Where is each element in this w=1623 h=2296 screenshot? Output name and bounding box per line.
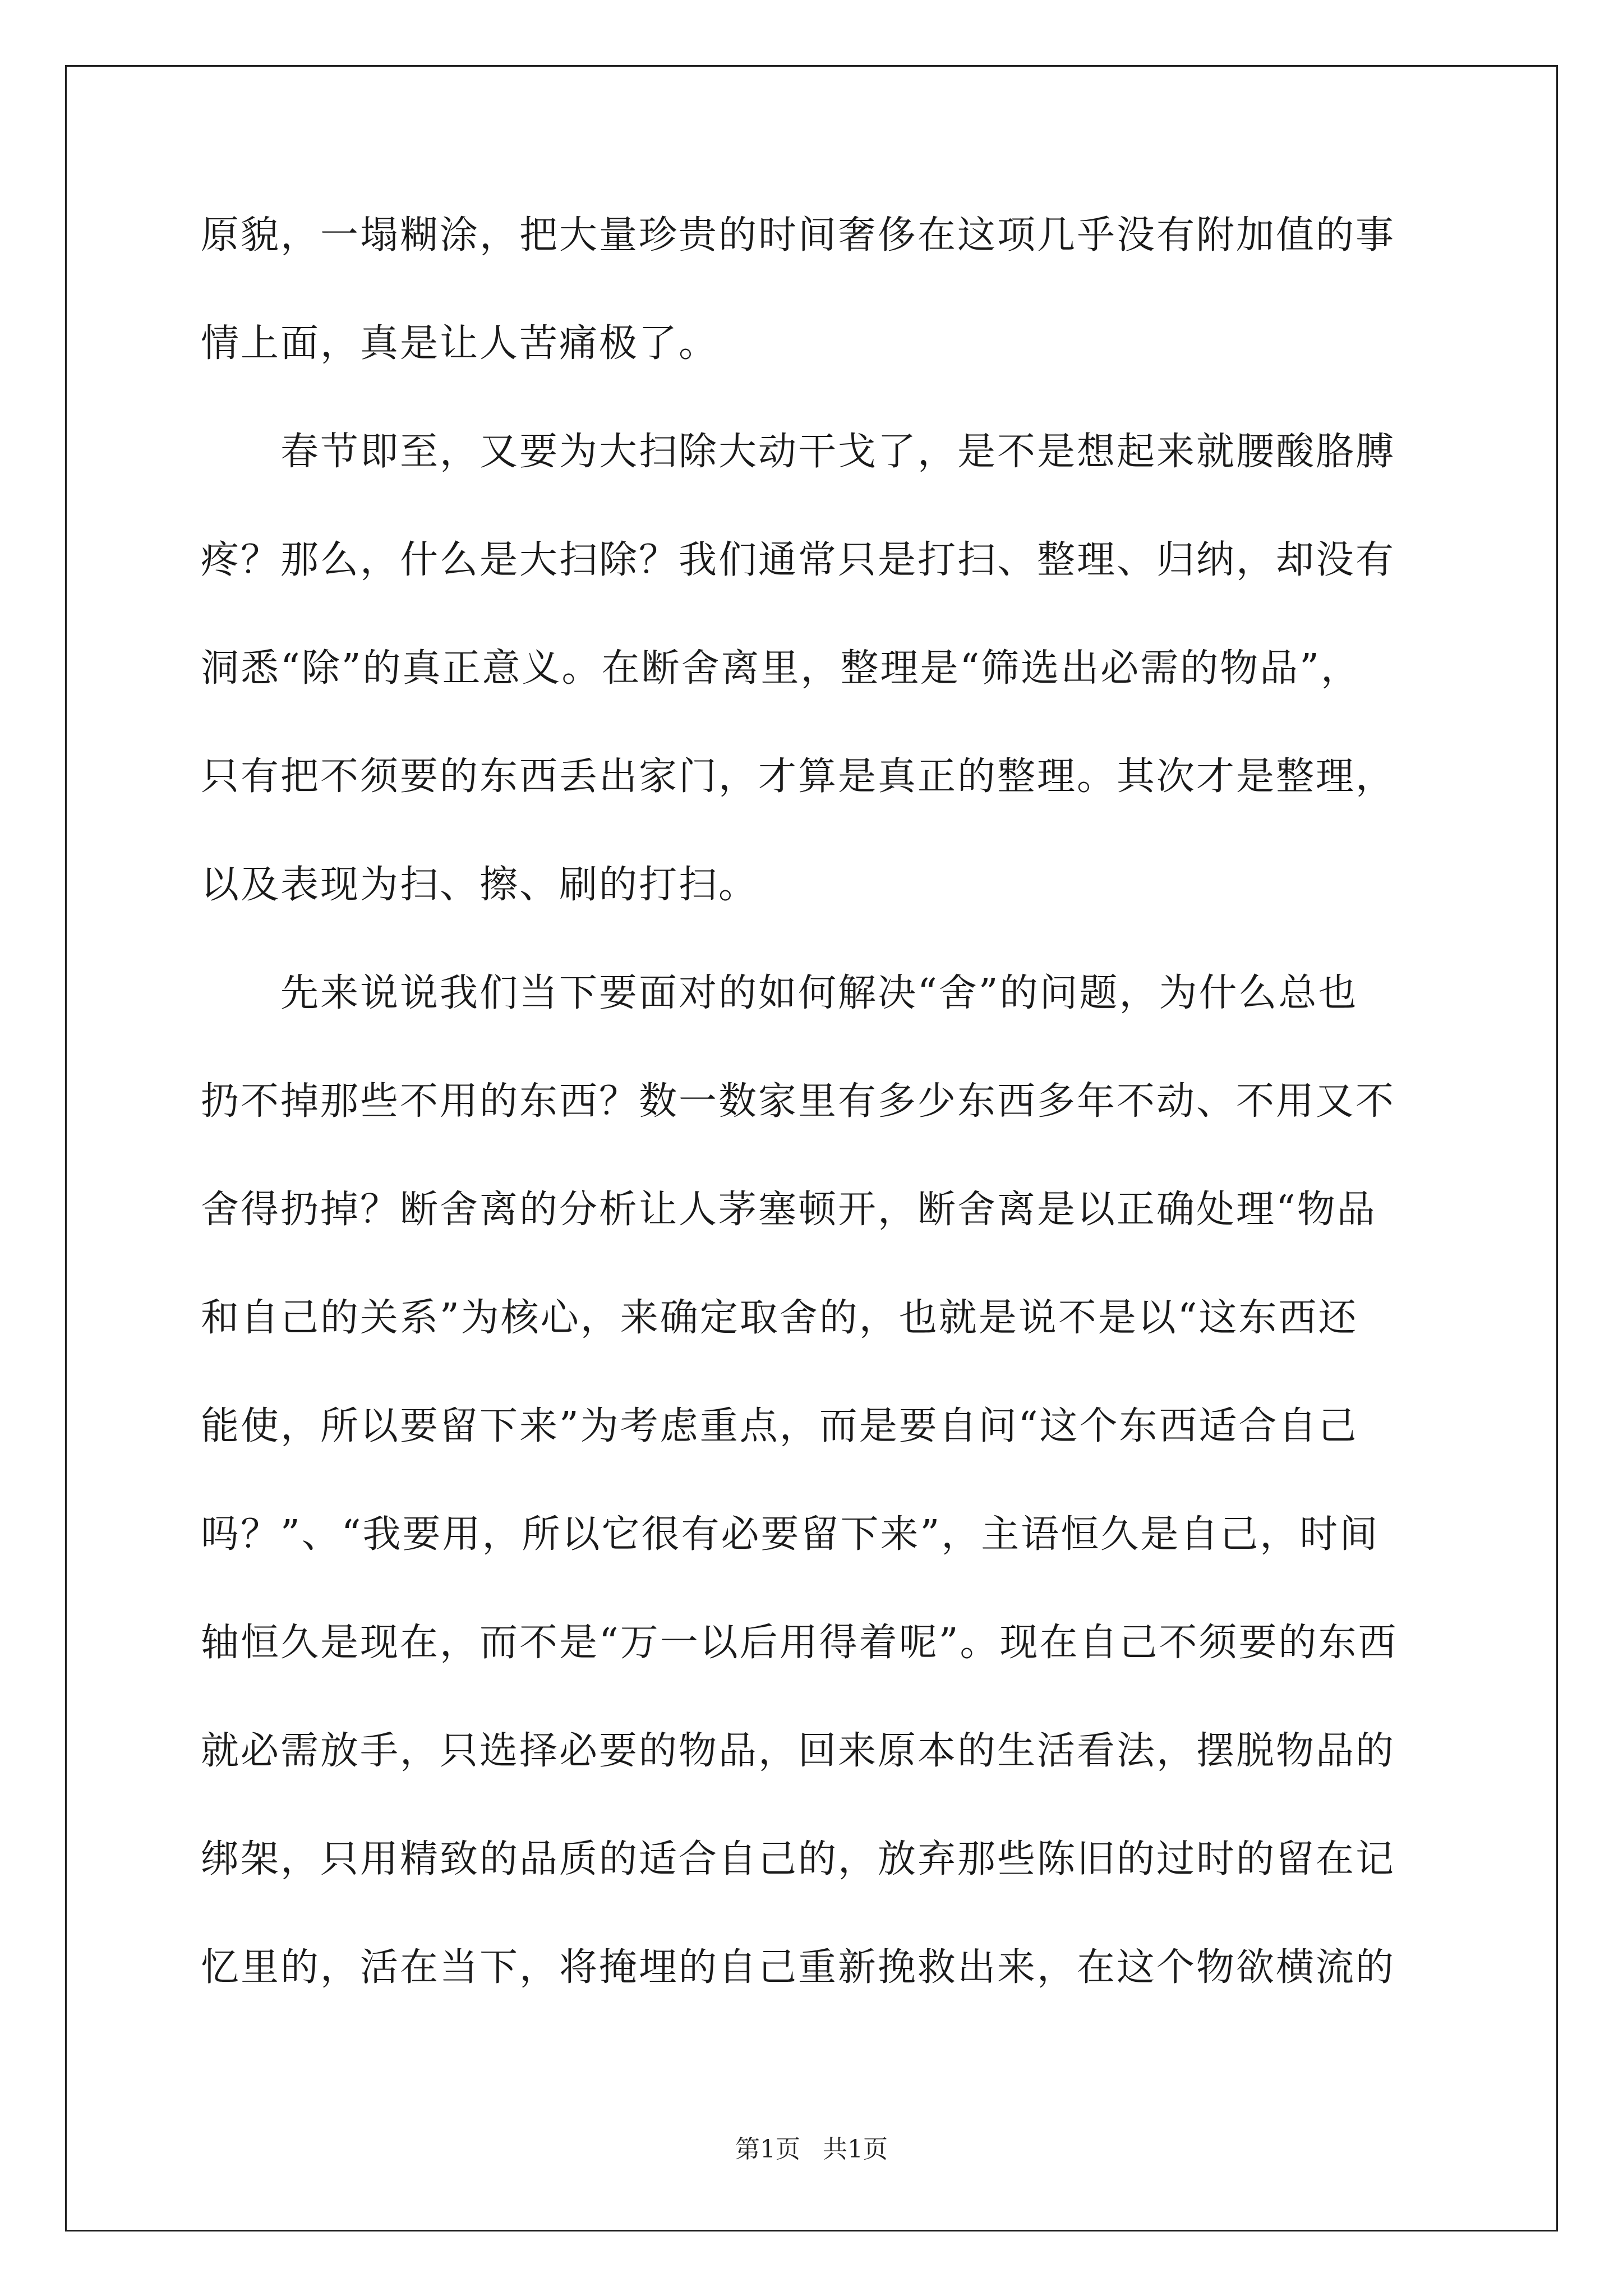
text-line: 扔不掉那些不用的东西？数一数家里有多少东西多年不动、不用又不: [201, 1079, 1396, 1124]
text-line: 春节即至，又要为大扫除大动干戈了，是不是想起来就腰酸胳膊: [201, 430, 1396, 474]
text-line: 忆里的，活在当下，将掩埋的自己重新挽救出来，在这个物欲横流的: [201, 1945, 1396, 1990]
text-line: 只有把不须要的东西丢出家门，才算是真正的整理。其次才是整理，: [201, 754, 1396, 799]
text-line: 疼？那么，什么是大扫除？我们通常只是打扫、整理、归纳，却没有: [201, 538, 1396, 582]
text-line: 和自己的关系”为核心，来确定取舍的，也就是说不是以“这东西还: [201, 1296, 1358, 1340]
text-line: 绑架，只用精致的品质的适合自己的，放弃那些陈旧的过时的留在记: [201, 1837, 1396, 1881]
text-line: 情上面，真是让人苦痛极了。: [201, 321, 719, 366]
page-total: 共1页: [823, 2135, 888, 2164]
page-number: 第1页: [735, 2135, 800, 2164]
text-line: 先来说说我们当下要面对的如何解决“舍”的问题，为什么总也: [201, 971, 1358, 1015]
text-line: 能使，所以要留下来”为考虑重点，而是要自问“这个东西适合自己: [201, 1404, 1358, 1448]
text-line: 舍得扔掉？断舍离的分析让人茅塞顿开，断舍离是以正确处理“物品: [201, 1188, 1377, 1232]
text-line: 就必需放手，只选择必要的物品，回来原本的生活看法，摆脱物品的: [201, 1729, 1396, 1773]
text-line: 洞悉“除”的真正意义。在断舍离里，整理是“筛选出必需的物品”，: [201, 646, 1361, 691]
text-line: 轴恒久是现在，而不是“万一以后用得着呢”。现在自己不须要的东西: [201, 1621, 1398, 1665]
text-line: 以及表现为扫、擦、刷的打扫。: [201, 863, 759, 907]
page-footer: [0, 2134, 1623, 2165]
body-text: [201, 213, 1435, 2054]
text-line: 吗？”、“我要用，所以它很有必要留下来”，主语恒久是自己，时间: [201, 1512, 1380, 1557]
text-line: 原貌，一塌糊涂，把大量珍贵的时间奢侈在这项几乎没有附加值的事: [201, 213, 1396, 257]
